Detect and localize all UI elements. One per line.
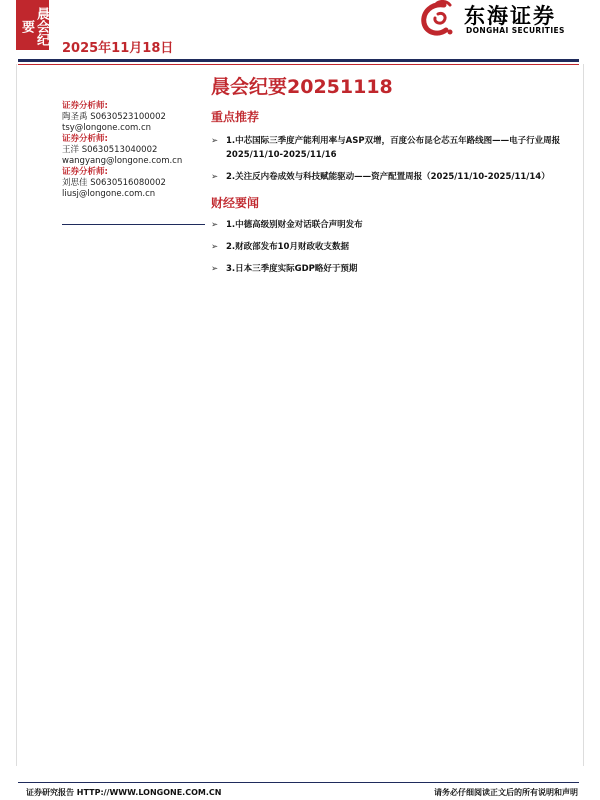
analyst-role: 证券分析师: (62, 167, 108, 177)
list-item-text: 2.财政部发布10月财政收支数据 (226, 242, 349, 252)
list-item-text: 3.日本三季度实际GDP略好于预期 (226, 264, 358, 274)
donghai-logo (414, 0, 589, 40)
page-border-left (16, 64, 17, 766)
list-item-text: 2.关注反内卷成效与科技赋能驱动——资产配置周报（2025/11/10-2025/11/14） (226, 172, 550, 182)
list-item[interactable] (211, 262, 581, 276)
logo-chinese-name: 东海证券 (464, 4, 556, 28)
footer-source[interactable]: 证券研究报告 HTTP://WWW.LONGONE.COM.CN (26, 788, 222, 797)
analyst-name-id: 刘思佳 S0630516080002 (62, 178, 166, 188)
analyst-entry (62, 101, 207, 134)
section-heading-highlights: 重点推荐 (211, 110, 260, 124)
header-accent-rule (18, 64, 579, 65)
list-item[interactable] (211, 170, 581, 184)
list-item-text: 1.中德高级别财金对话联合声明发布 (226, 220, 363, 230)
header-rule (18, 59, 579, 62)
analyst-name-id: 王洋 S0630513040002 (62, 145, 158, 155)
list-item[interactable] (211, 240, 581, 254)
page-title: 晨会纪要20251118 (211, 76, 393, 98)
analyst-email[interactable]: liusj@longone.com.cn (62, 189, 156, 199)
page-border-right (583, 64, 584, 766)
arrow-bullet-icon: ➢ (211, 242, 219, 252)
arrow-bullet-icon: ➢ (211, 172, 219, 182)
analyst-entry (62, 167, 207, 200)
arrow-bullet-icon: ➢ (211, 220, 219, 230)
arrow-bullet-icon: ➢ (211, 136, 219, 146)
analyst-divider (62, 224, 205, 225)
list-item-text: 1.中芯国际三季度产能利用率与ASP双增，百度公布昆仑芯五年路线图——电子行业周报 2025/11/10-2025/11/16 (226, 136, 561, 160)
footer-rule (18, 782, 579, 783)
analyst-email[interactable]: wangyang@longone.com.cn (62, 156, 183, 166)
analyst-list (62, 101, 207, 200)
analyst-name-id: 陶圣禹 S0630523100002 (62, 112, 166, 122)
footer-disclaimer: 请务必仔细阅读正文后的所有说明和声明 (434, 788, 578, 797)
analyst-entry (62, 134, 207, 167)
section-heading-finance: 财经要闻 (211, 196, 260, 210)
analyst-email[interactable]: tsy@longone.com.cn (62, 123, 152, 133)
donghai-swirl-icon (414, 0, 458, 38)
report-date: 2025年11月18日 (62, 41, 174, 56)
analyst-role: 证券分析师: (62, 101, 108, 111)
arrow-bullet-icon: ➢ (211, 264, 219, 274)
logo-english-name: DONGHAI SECURITIES (466, 26, 565, 35)
analyst-role: 证券分析师: (62, 134, 108, 144)
list-item[interactable] (211, 218, 581, 232)
list-item[interactable] (211, 134, 581, 162)
side-tab-label: 晨会纪要 (16, 0, 49, 50)
